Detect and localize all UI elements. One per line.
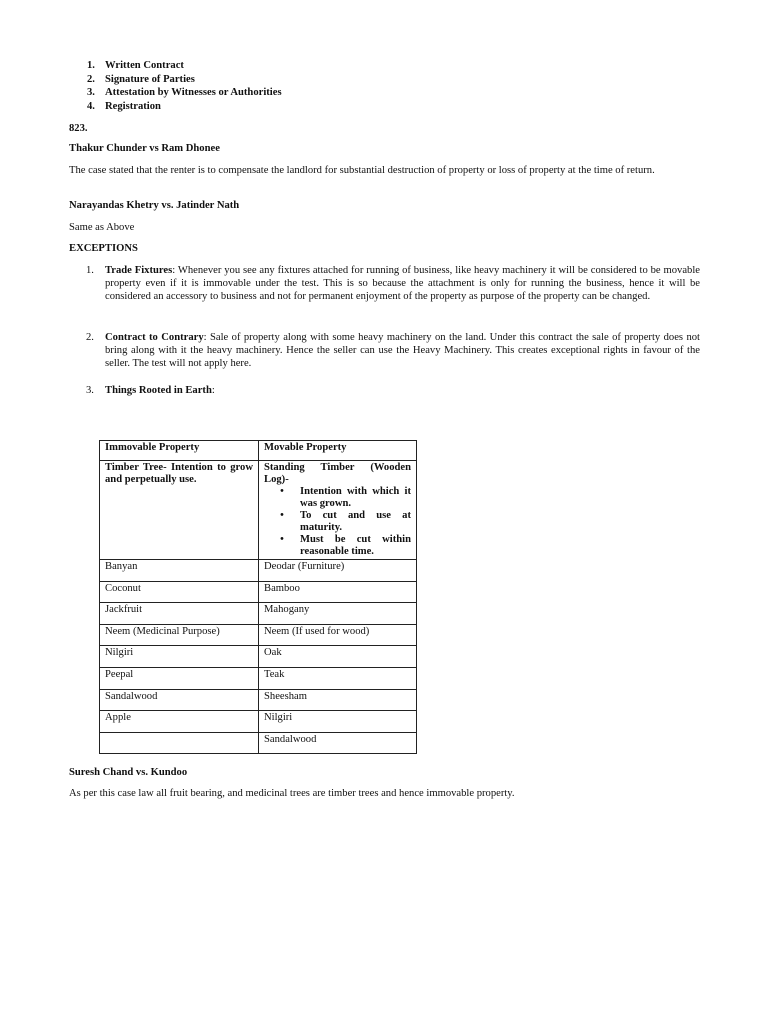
table-header-cell: Movable Property: [259, 441, 417, 461]
table-cell: Sandalwood: [100, 689, 259, 711]
case-title: Thakur Chunder vs Ram Dhonee: [69, 143, 220, 154]
table-row: [100, 732, 417, 754]
exception-item: 1. Trade Fixtures: Whenever you see any fixtures attached for running of business, like heavy machinery it will be considered to be movable property even if it is immovable under the test. This is so because the attachment is only for running the business, hence it will be considered an accessory to business and not for permanent enjoyment of the property as purpose of the property can be changed.: [86, 265, 700, 302]
table-row: [100, 689, 417, 711]
table-row: [100, 646, 417, 668]
table-cell: Sandalwood: [259, 732, 417, 754]
table-cell: Banyan: [100, 560, 259, 582]
table-cell: Timber Tree- Intention to grow and perpetually use.: [100, 461, 259, 560]
table-cell: Neem (If used for wood): [259, 624, 417, 646]
list-item: 2. Signature of Parties: [87, 73, 195, 85]
table-cell: Jackfruit: [100, 603, 259, 625]
table-cell: Mahogany: [259, 603, 417, 625]
table-row: [100, 461, 417, 560]
table-header-row: [100, 441, 417, 461]
table-row: [100, 581, 417, 603]
table-cell: [100, 732, 259, 754]
table-cell: Oak: [259, 646, 417, 668]
bullet-list: [264, 486, 411, 558]
exception-item: 3. Things Rooted in Earth:: [86, 385, 215, 396]
bullet-icon: •: [280, 510, 284, 521]
table-cell: Standing Timber (Wooden Log)- • Intention with which it was grown. • To cut and use at maturity. • Must be cut within reasonable time.: [259, 461, 417, 560]
exception-item: 2. Contract to Contrary: Sale of property along with some heavy machinery on the land. Under this contract the sale of property does not bring along with it the heavy machinery. Hence the seller can use the Heavy Machinery. This creates exceptional rights in favour of the seller. The test will not apply here.: [86, 332, 700, 369]
list-item: 4. Registration: [87, 100, 161, 112]
table-cell: Teak: [259, 667, 417, 689]
list-item: • Must be cut within reasonable time.: [264, 534, 411, 558]
list-item: 1. Written Contract: [87, 60, 184, 71]
section-number: 823.: [69, 123, 88, 134]
table-cell: Coconut: [100, 581, 259, 603]
table-row: [100, 603, 417, 625]
list-item: 3. Attestation by Witnesses or Authorities: [87, 87, 282, 98]
case-text: The case stated that the renter is to compensate the landlord for substantial destruction of property or loss of property at the time of return.: [69, 165, 655, 176]
table-cell: Nilgiri: [259, 711, 417, 733]
property-table: [99, 440, 417, 754]
table-cell: Sheesham: [259, 689, 417, 711]
table-row: [100, 560, 417, 582]
list-item: • Intention with which it was grown.: [264, 486, 411, 510]
table-cell: Neem (Medicinal Purpose): [100, 624, 259, 646]
case-title: Narayandas Khetry vs. Jatinder Nath: [69, 200, 240, 211]
table-cell: Deodar (Furniture): [259, 560, 417, 582]
table-row: [100, 711, 417, 733]
table-cell: Bamboo: [259, 581, 417, 603]
list-item: • To cut and use at maturity.: [264, 510, 411, 534]
bullet-icon: •: [280, 534, 284, 545]
case-title: Suresh Chand vs. Kundoo: [69, 767, 188, 778]
case-text: Same as Above: [69, 222, 135, 233]
table-header-cell: Immovable Property: [100, 441, 259, 461]
case-text: As per this case law all fruit bearing, and medicinal trees are timber trees and hence immovable property.: [69, 788, 515, 799]
table-cell: Peepal: [100, 667, 259, 689]
table-cell: Nilgiri: [100, 646, 259, 668]
requirements-list: [87, 59, 487, 113]
exceptions-heading: EXCEPTIONS: [69, 243, 138, 254]
table-row: [100, 624, 417, 646]
bullet-icon: •: [280, 486, 284, 497]
table-row: [100, 667, 417, 689]
table-cell: Apple: [100, 711, 259, 733]
